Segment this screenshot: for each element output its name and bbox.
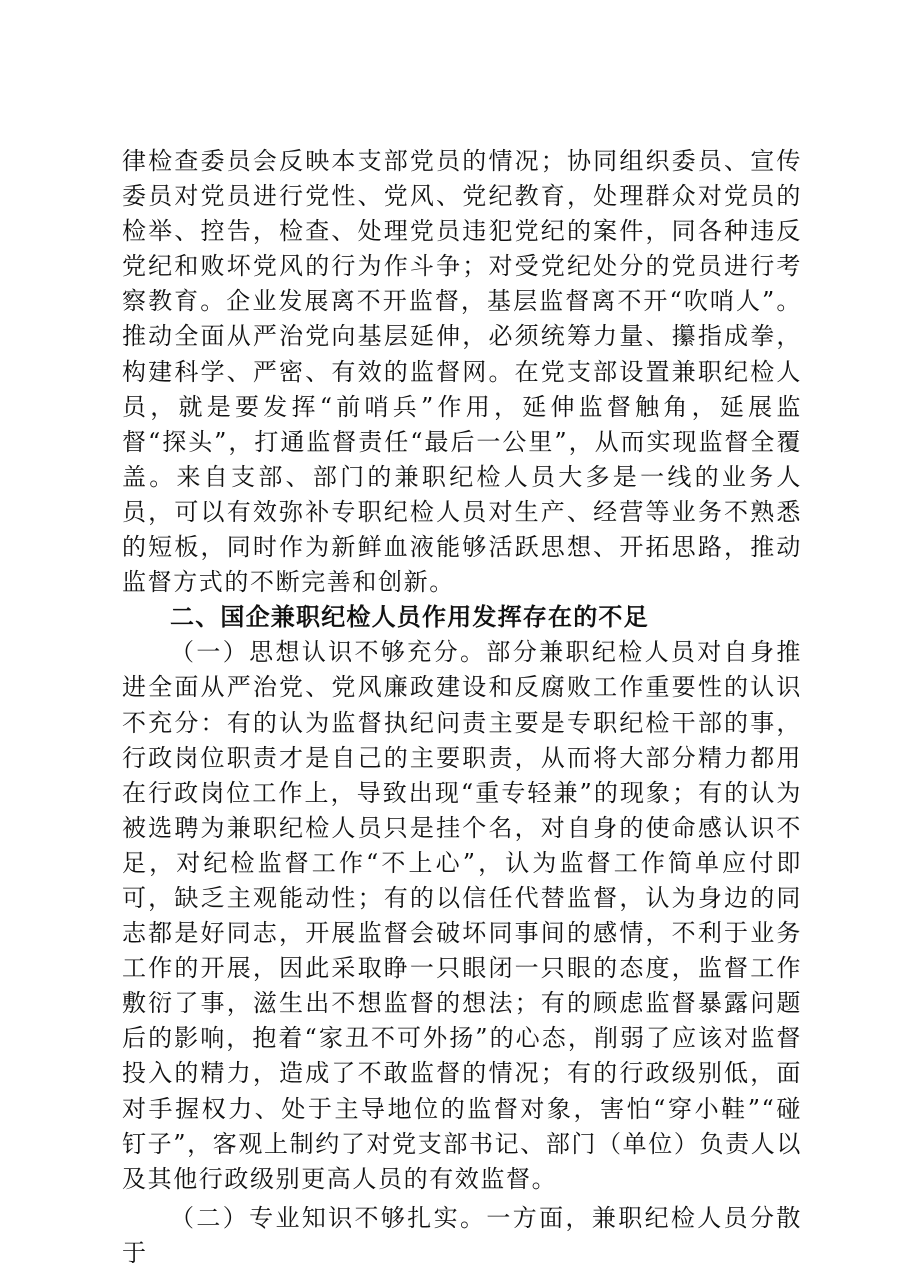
- section-heading: 二、国企兼职纪检人员作用发挥存在的不足: [170, 603, 649, 632]
- body-paragraph: （一）思想认识不够充分。部分兼职纪检人员对自身推进全面从严治党、党风廉政建设和反腐败工作重要性的认识不充分：有的认为监督执纪问责主要是专职纪检干部的事，行政岗位职责才是自己的主要职责，从而将大部分精力都用在行政岗位工作上，导致出现“重专轻兼”的现象；有的认为被选聘为兼职纪检人员只是挂个名，对自身的使命感认识不足，对纪检监督工作“不上心”，认为监督工作简单应付即可，缺乏主观能动性；有的以信任代替监督，认为身边的同志都是好同志，开展监督会破坏同事间的感情，不利于业务工作的开展，因此采取睁一只眼闭一只眼的态度，监督工作敷衍了事，滋生出不想监督的想法；有的顾虑监督暴露问题后的影响，抱着“家丑不可外扬”的心态，削弱了应该对监督投入的精力，造成了不敢监督的情况；有的行政级别低，面对手握权力、处于主导地位的监督对象，害怕“穿小鞋”“碰钉子”，客观上制约了对党支部书记、部门（单位）负责人以及其他行政级别更高人员的有效监督。: [122, 638, 802, 1193]
- document-body: [122, 144, 802, 1271]
- body-paragraph: （二）专业知识不够扎实。一方面，兼职纪检人员分散于: [122, 1203, 802, 1267]
- body-paragraph: 律检查委员会反映本支部党员的情况；协同组织委员、宣传委员对党员进行党性、党风、党纪教育，处理群众对党员的检举、控告，检查、处理党员违犯党纪的案件，同各种违反党纪和败坏党风的行为作斗争；对受党纪处分的党员进行考察教育。企业发展离不开监督，基层监督离不开“吹哨人”。推动全面从严治党向基层延伸，必须统筹力量、攥指成拳，构建科学、严密、有效的监督网。在党支部设置兼职纪检人员，就是要发挥“前哨兵”作用，延伸监督触角，延展监督“探头”，打通监督责任“最后一公里”，从而实现监督全覆盖。来自支部、部门的兼职纪检人员大多是一线的业务人员，可以有效弥补专职纪检人员对生产、经营等业务不熟悉的短板，同时作为新鲜血液能够活跃思想、开拓思路，推动监督方式的不断完善和创新。: [122, 147, 802, 597]
